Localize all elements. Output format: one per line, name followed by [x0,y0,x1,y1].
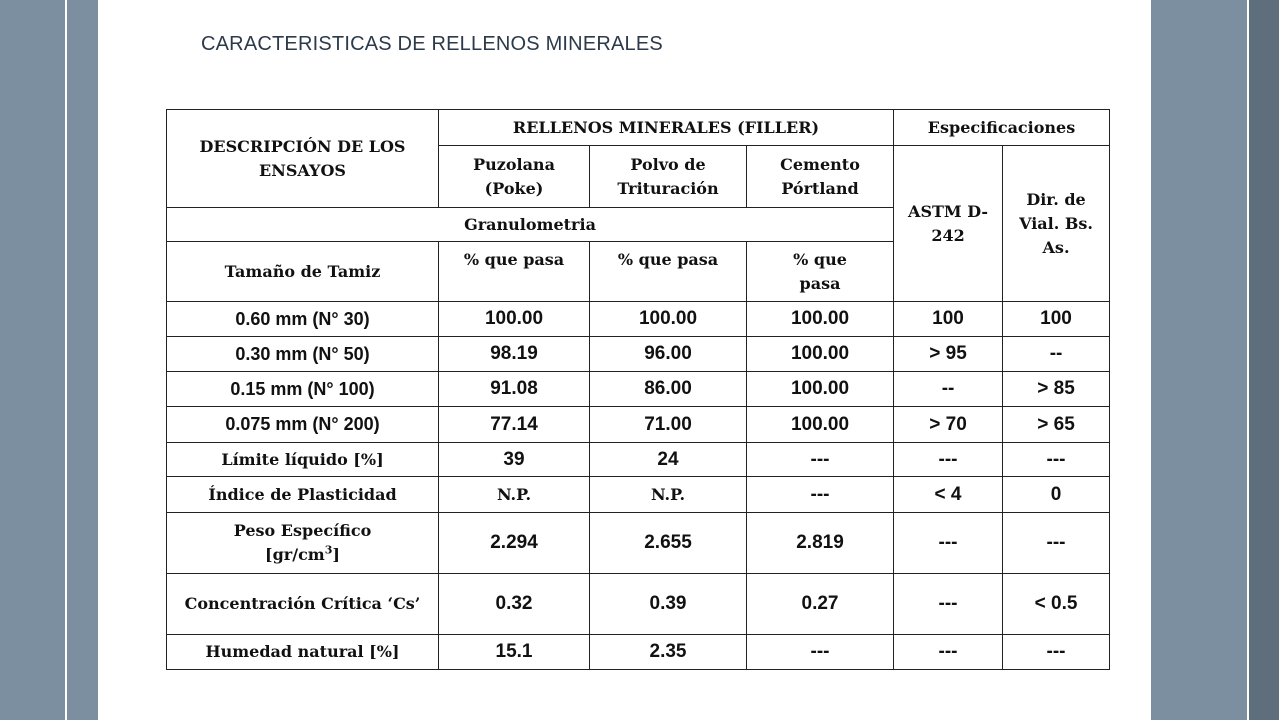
right-inner-band [1151,0,1247,720]
cell-astm: > 95 [894,337,1003,372]
header-dirvial: Dir. de Vial. Bs. As. [1003,146,1110,302]
cell-puzolana: 15.1 [439,635,590,670]
cell-puzolana: 77.14 [439,407,590,443]
cell-dirvial: --- [1003,443,1110,477]
cell-puzolana: N.P. [439,477,590,513]
cell-cemento: --- [747,635,894,670]
cell-cemento: 100.00 [747,337,894,372]
cell-cemento: 100.00 [747,372,894,407]
table-row [167,574,1110,635]
header-polvo: Polvo de Trituración [590,146,747,208]
cell-polvo: 86.00 [590,372,747,407]
right-outer-band [1249,0,1279,720]
row-label: 0.30 mm (N° 50) [167,337,439,372]
header-row-1 [167,110,1110,146]
cell-astm: --- [894,443,1003,477]
left-outer-band [0,0,65,720]
cell-cemento: --- [747,477,894,513]
left-inner-band [67,0,98,720]
cell-polvo: 2.655 [590,513,747,574]
cell-astm: --- [894,635,1003,670]
header-especificaciones: Especificaciones [894,110,1110,146]
header-puzolana: Puzolana (Poke) [439,146,590,208]
row-label-end: ] [332,545,340,564]
row-label [167,513,439,574]
cell-cemento: --- [747,443,894,477]
cell-dirvial: > 65 [1003,407,1110,443]
cell-astm: < 4 [894,477,1003,513]
header-rellenos: RELLENOS MINERALES (FILLER) [439,110,894,146]
cell-puzolana: 0.32 [439,574,590,635]
row-label-text: Peso Específico [gr/cm [233,521,372,564]
filler-specs-table [166,109,1110,670]
cell-astm: > 70 [894,407,1003,443]
row-label: 0.60 mm (N° 30) [167,302,439,337]
cell-polvo: 2.35 [590,635,747,670]
header-granulometria: Granulometria [167,208,894,242]
cell-dirvial: -- [1003,337,1110,372]
cell-puzolana: 98.19 [439,337,590,372]
header-astm: ASTM D-242 [894,146,1003,302]
row-label: 0.075 mm (N° 200) [167,407,439,443]
header-descripcion: DESCRIPCIÓN DE LOS ENSAYOS [167,110,439,208]
cell-puzolana: 2.294 [439,513,590,574]
header-pasa-2: % que pasa [590,242,747,302]
cell-cemento: 2.819 [747,513,894,574]
cell-polvo: N.P. [590,477,747,513]
header-tamano: Tamaño de Tamiz [167,242,439,302]
cell-dirvial: --- [1003,513,1110,574]
row-label: Humedad natural [%] [167,635,439,670]
cell-dirvial: 0 [1003,477,1110,513]
table-row [167,635,1110,670]
table-row [167,337,1110,372]
cell-puzolana: 100.00 [439,302,590,337]
cell-polvo: 96.00 [590,337,747,372]
cell-cemento: 0.27 [747,574,894,635]
row-label-superscript: 3 [324,543,333,557]
cell-astm: --- [894,513,1003,574]
row-label: Índice de Plasticidad [167,477,439,513]
cell-dirvial: --- [1003,635,1110,670]
cell-puzolana: 91.08 [439,372,590,407]
header-pasa-1: % que pasa [439,242,590,302]
cell-dirvial: > 85 [1003,372,1110,407]
table-row [167,443,1110,477]
header-cemento: Cemento Pórtland [747,146,894,208]
cell-polvo: 71.00 [590,407,747,443]
table-row [167,513,1110,574]
cell-dirvial: < 0.5 [1003,574,1110,635]
slide-title: CARACTERISTICAS DE RELLENOS MINERALES [201,33,663,55]
row-label: Concentración Crítica ‘Cs’ [167,574,439,635]
row-label: 0.15 mm (N° 100) [167,372,439,407]
cell-puzolana: 39 [439,443,590,477]
row-label: Límite líquido [%] [167,443,439,477]
cell-cemento: 100.00 [747,302,894,337]
table-row [167,372,1110,407]
cell-polvo: 24 [590,443,747,477]
cell-polvo: 0.39 [590,574,747,635]
cell-astm: --- [894,574,1003,635]
table-row [167,407,1110,443]
table-row [167,477,1110,513]
cell-cemento: 100.00 [747,407,894,443]
table-row [167,302,1110,337]
cell-astm: 100 [894,302,1003,337]
cell-astm: -- [894,372,1003,407]
cell-polvo: 100.00 [590,302,747,337]
cell-dirvial: 100 [1003,302,1110,337]
header-pasa-3: % que pasa [747,242,894,302]
